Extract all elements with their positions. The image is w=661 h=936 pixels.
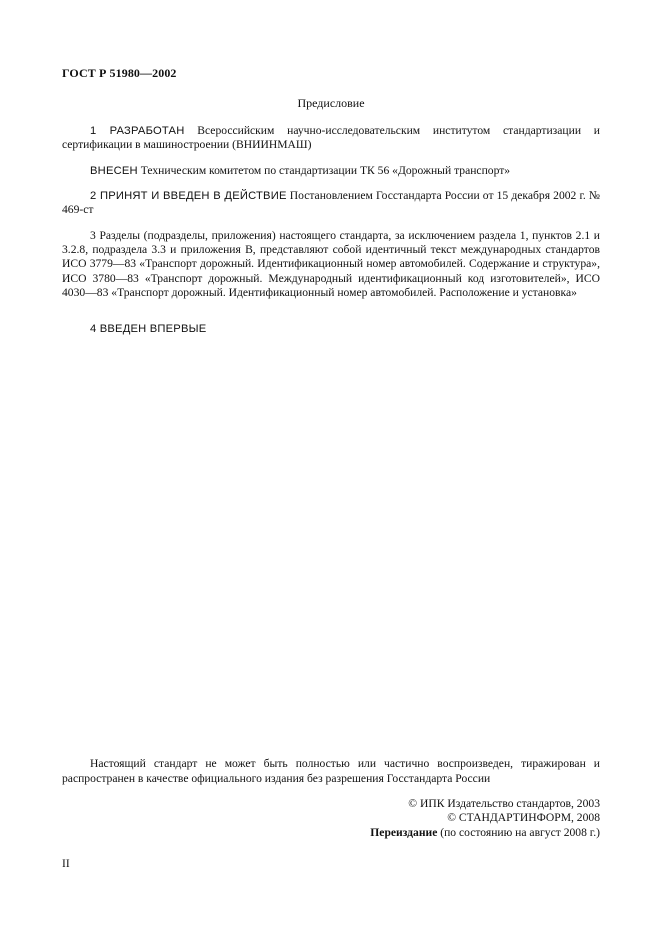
copyright-line-1: © ИПК Издательство стандартов, 2003 <box>408 797 600 810</box>
copyright-block <box>370 797 600 840</box>
foreword-item-developed <box>62 124 600 152</box>
foreword-item-lead: 4 ВВЕДЕН ВПЕРВЫЕ <box>90 323 207 335</box>
reissue-text: (по состоянию на август 2008 г.) <box>437 825 600 839</box>
page-number: II <box>62 858 70 870</box>
foreword-item-lead: 2 ПРИНЯТ И ВВЕДЕН В ДЕЙСТВИЕ <box>90 190 287 202</box>
foreword-item-text: Всероссийским научно-исследовательским институтом стандартизации и сертификации в машиностроении (ВНИИНМАШ) <box>62 124 600 152</box>
foreword-item-text: Постановлением Госстандарта России от 15 декабря 2002 г. № 469-ст <box>62 189 600 217</box>
foreword-item-introduced <box>62 164 600 178</box>
foreword-item-text: Техническим комитетом по стандартизации ТК 56 «Дорожный транспорт» <box>137 164 511 177</box>
foreword-item-first-introduced <box>62 322 600 336</box>
foreword-item-lead: ВНЕСЕН <box>90 165 138 177</box>
reproduction-notice: Настоящий стандарт не может быть полностью или частично воспроизведен, тиражирован и распространен в качестве официального издания без разрешения Госстандарта России <box>62 757 600 785</box>
foreword-item-adopted <box>62 189 600 217</box>
reissue-label: Переиздание <box>370 825 438 839</box>
foreword-item-lead: 1 РАЗРАБОТАН <box>90 125 185 137</box>
foreword-item-sections <box>62 229 600 300</box>
reissue-line <box>370 826 600 840</box>
foreword-title: Предисловие <box>297 96 365 110</box>
copyright-line-2: © СТАНДАРТИНФОРМ, 2008 <box>447 811 600 825</box>
foreword-item-text: 3 Разделы (подразделы, приложения) настоящего стандарта, за исключением раздела 1, пунктов 2.1 и 3.2.8, подраздела 3.3 и приложения В, представляют собой идентичный текст международных стандартов ИСО 3779—83 «Транспорт дорожный. Идентификационный номер автомобилей. Содержание и структура», ИСО 3780—83 «Транспорт дорожный. Международный идентификационный код изготовителей», ИСО 4030—83 «Транспорт дорожный. Идентификационный номер автомобилей. Расположение и установка» <box>62 229 600 299</box>
document-id: ГОСТ Р 51980—2002 <box>62 66 177 80</box>
